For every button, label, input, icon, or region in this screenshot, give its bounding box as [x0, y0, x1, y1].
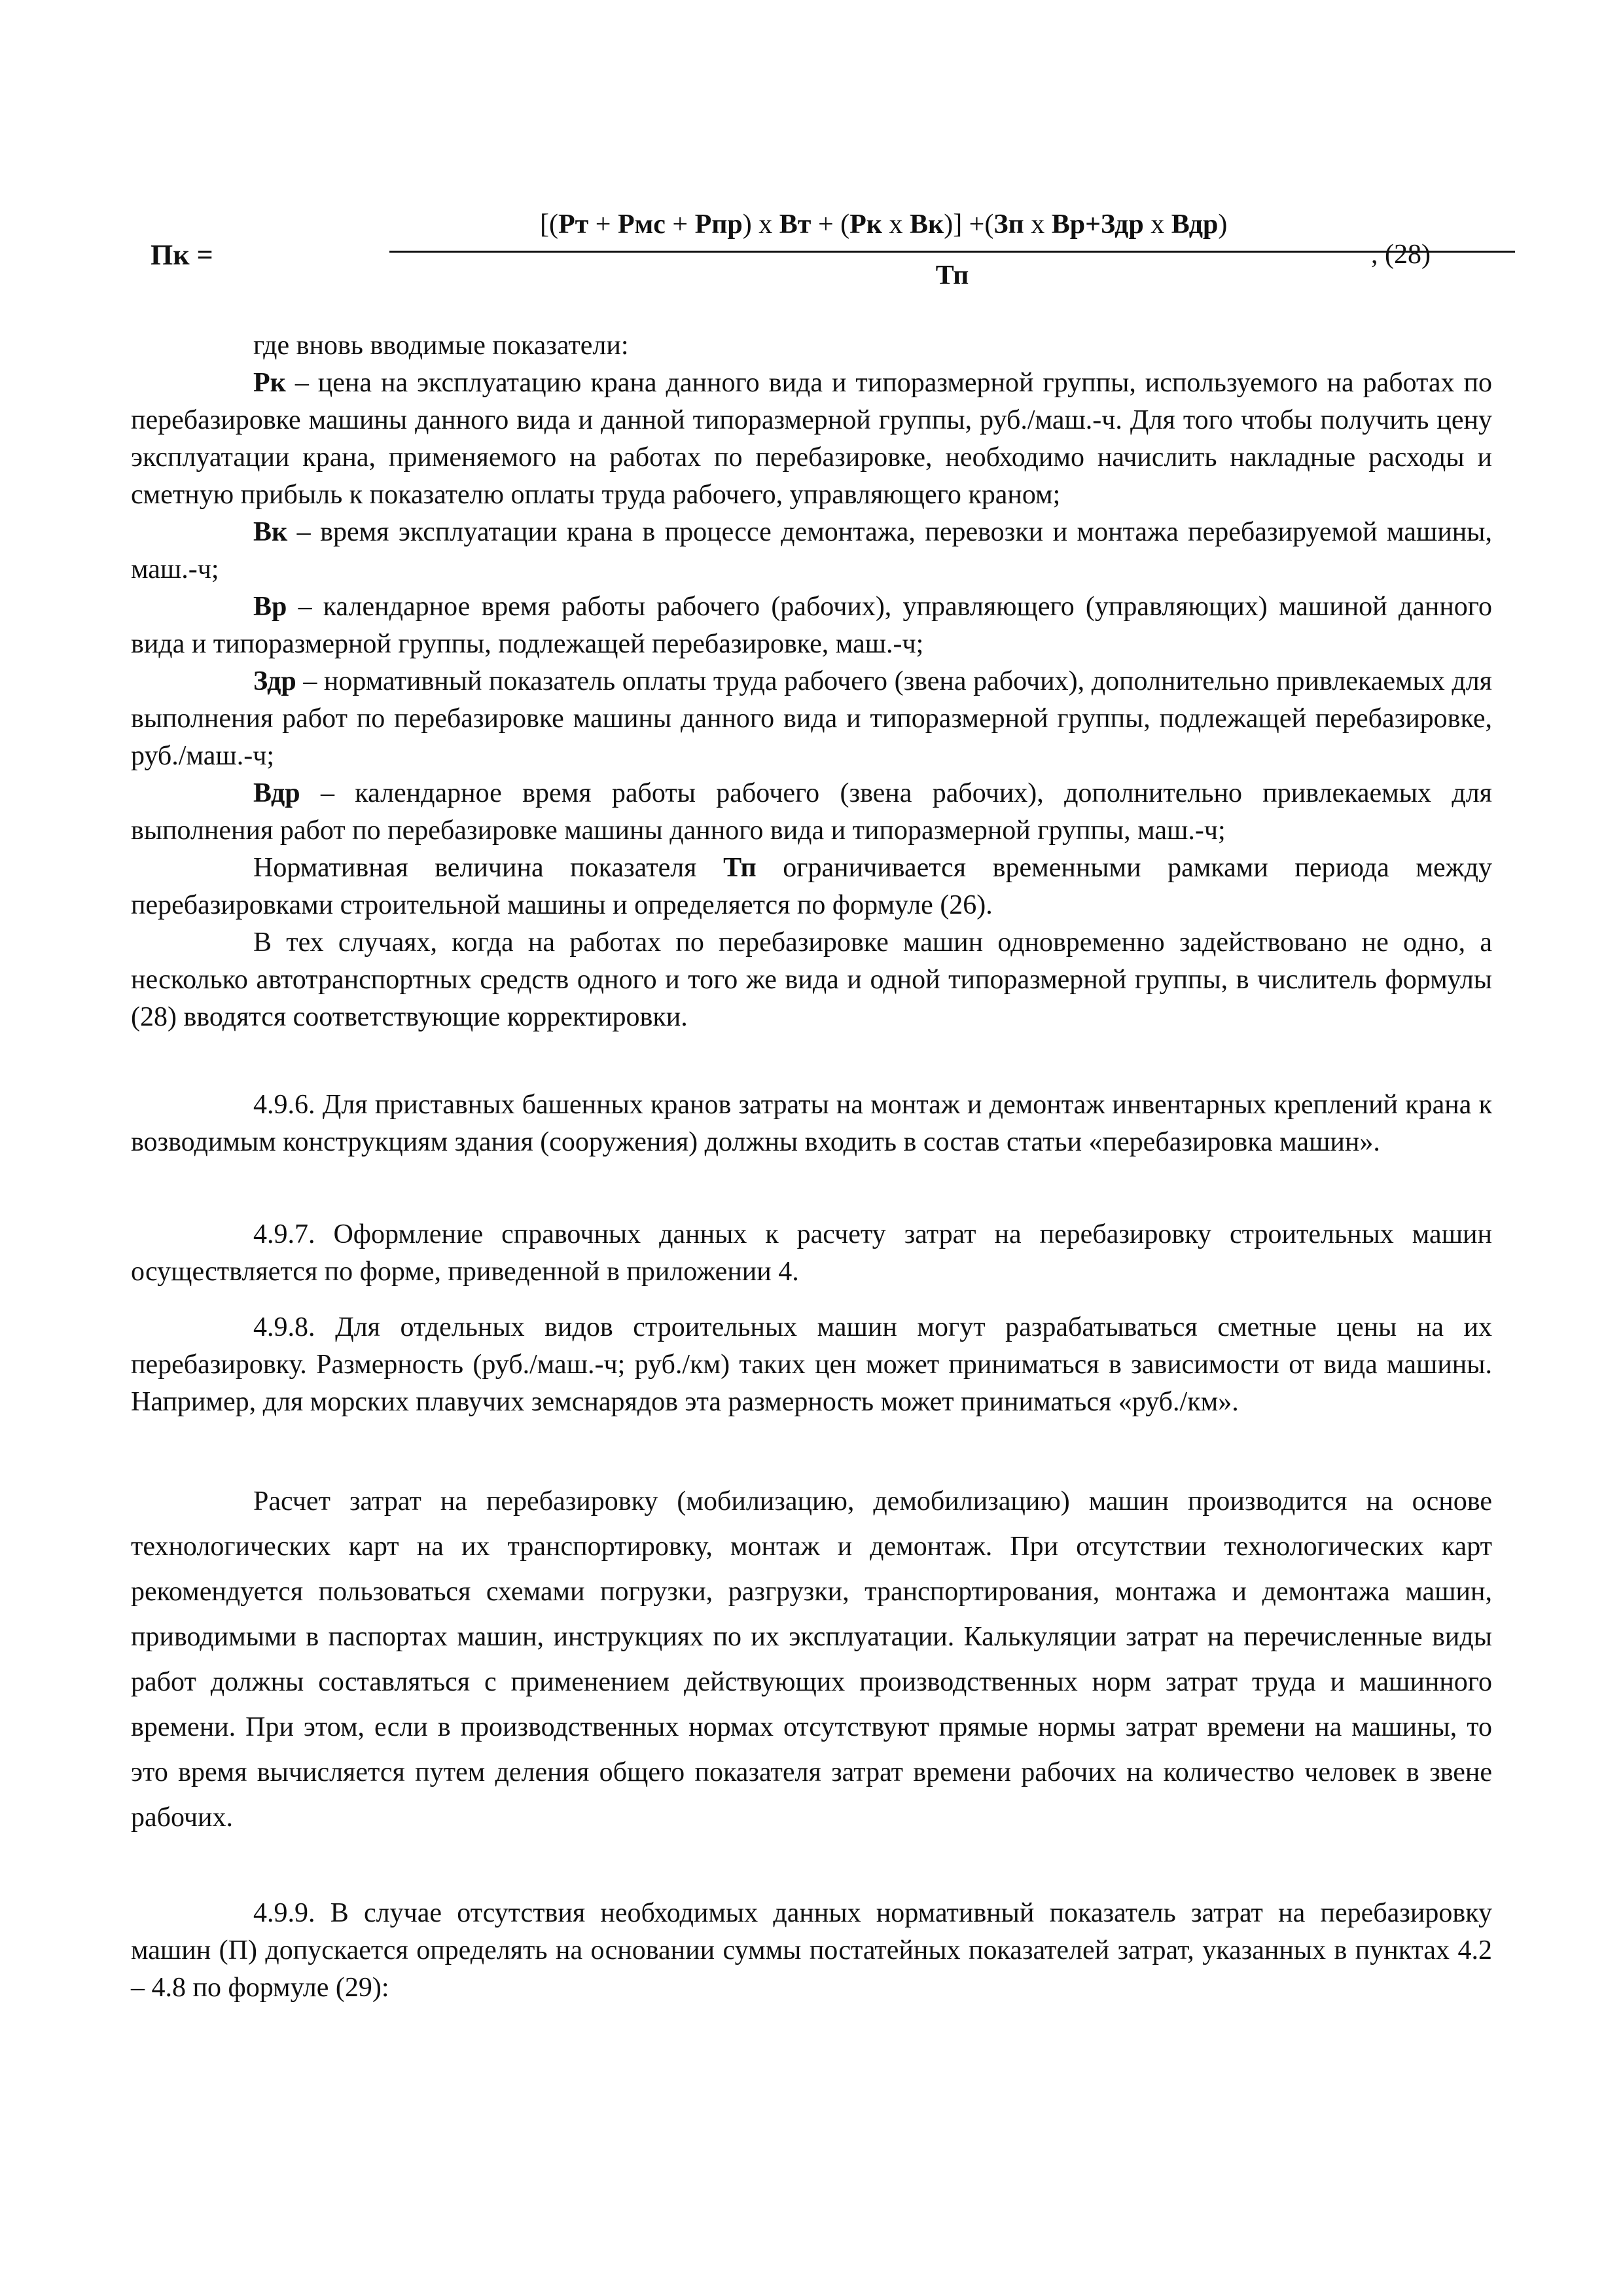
definition-zdr	[131, 663, 1492, 775]
num-term: Рпр	[694, 209, 743, 240]
paragraph-tp	[131, 850, 1492, 924]
num-term: Рк	[849, 209, 882, 240]
section-4-9-8	[131, 1309, 1492, 1421]
formula-denominator: Тп	[935, 260, 969, 291]
num-part: х	[1024, 209, 1052, 240]
term-label: Вр	[253, 592, 287, 622]
term-text: – время эксплуатации крана в процессе демонтажа, перевозки и монтажа перебазируемой машины, маш.-ч;	[131, 517, 1492, 584]
paragraph-4-9-6: 4.9.6. Для приставных башенных кранов затраты на монтаж и демонтаж инвентарных креплений крана к возводимым конструкциям здания (сооружения) должны входить в состав статьи «перебазировка машин».	[131, 1090, 1492, 1157]
num-term: Вк	[909, 209, 944, 240]
term-text: – календарное время работы рабочего (рабочих), управляющего (управляющих) машиной данного вида и типоразмерной группы, подлежащей перебазировке, маш.-ч;	[131, 592, 1492, 659]
term-label: Вк	[253, 517, 288, 547]
num-part: +	[588, 209, 618, 240]
term-text: – нормативный показатель оплаты труда рабочего (звена рабочих), дополнительно привлекаемых для выполнения работ по перебазировке машины данного вида и типоразмерной группы, подлежащей перебазировке, руб./маш.-ч;	[131, 666, 1492, 771]
section-4-9-9	[131, 1895, 1492, 2007]
term-text: – цена на эксплуатацию крана данного вида и типоразмерной группы, используемого на работах по перебазировке машины данного вида и данной типоразмерной группы, руб./маш.-ч. Для того чтобы получить цену эксплуатации крана, применяемого на работах по перебазировке, необходимо начислить накладные расходы и сметную прибыль к показателю оплаты труда рабочего, управляющего краном;	[131, 368, 1492, 510]
term-label: Вдр	[253, 778, 300, 808]
definitions-block	[131, 327, 1492, 1036]
paragraph-4-9-7: 4.9.7. Оформление справочных данных к расчету затрат на перебазировку строительных машин осуществляется по форме, приведенной в приложении 4.	[131, 1219, 1492, 1287]
paragraph-4-9-9: 4.9.9. В случае отсутствия необходимых данных нормативный показатель затрат на перебазировку машин (П) допускается определять на основании суммы постатейных показателей затрат, указанных в пунктах 4.2 – 4.8 по формуле (29):	[131, 1898, 1492, 2003]
definition-vdr	[131, 775, 1492, 850]
paragraph-cases: В тех случаях, когда на работах по перебазировке машин одновременно задействовано не одно, а несколько автотранспортных средств одного и того же вида и одной типоразмерной группы, в числитель формулы (28) вводятся соответствующие корректировки.	[131, 927, 1492, 1032]
formula-numerator	[389, 206, 1515, 243]
num-term: Рмс	[617, 209, 666, 240]
num-part: ) х	[742, 209, 779, 240]
paragraph-calculation: Расчет затрат на перебазировку (мобилизацию, демобилизацию) машин производится на основе технологических карт на их транспортировку, монтаж и демонтаж. При отсутствии технологических карт рекомендуется пользоваться схемами погрузки, разгрузки, транспортирования, монтажа и демонтажа машин, приводимыми в паспортах машин, инструкциях по их эксплуатации. Калькуляции затрат на перечисленные виды работ должны составляться с применением действующих производственных норм затрат труда и машинного времени. При этом, если в производственных нормах отсутствуют прямые нормы затрат времени на машины, то это время вычисляется путем деления общего показателя затрат времени рабочих на количество человек в звене рабочих.	[131, 1486, 1492, 1833]
paragraph-text: ограничивается временными рамками периода между перебазировками строительной машины и определяется по формуле (26).	[131, 853, 1492, 920]
formula-28	[151, 206, 1466, 298]
num-term: Вр+Здр	[1051, 209, 1144, 240]
section-4-9-7	[131, 1216, 1492, 1291]
num-part: х	[1143, 209, 1171, 240]
num-part: [(	[540, 209, 558, 240]
paragraph-text: Нормативная величина показателя	[253, 853, 724, 883]
term-text: – календарное время работы рабочего (звена рабочих), дополнительно привлекаемых для выполнения работ по перебазировке машины данного вида и типоразмерной группы, маш.-ч;	[131, 778, 1492, 846]
section-4-9-6	[131, 1086, 1492, 1161]
calculation-block	[131, 1479, 1492, 1840]
term-label: Здр	[253, 666, 296, 696]
num-part: )	[1218, 209, 1228, 240]
num-part: + (	[811, 209, 850, 240]
fraction-bar	[389, 251, 1515, 253]
num-term: Вт	[779, 209, 812, 240]
intro-line: где вновь вводимые показатели:	[253, 331, 629, 361]
term-label: Тп	[723, 853, 757, 883]
definition-vr	[131, 588, 1492, 663]
num-term: Зп	[993, 209, 1024, 240]
num-term: Рт	[558, 209, 589, 240]
num-part: х	[882, 209, 910, 240]
definition-vk	[131, 514, 1492, 588]
num-part: )] +(	[944, 209, 994, 240]
term-label: Рк	[253, 368, 286, 398]
num-term: Вдр	[1171, 209, 1219, 240]
formula-number: , (28)	[1371, 240, 1431, 270]
num-part: +	[665, 209, 695, 240]
paragraph-4-9-8: 4.9.8. Для отдельных видов строительных машин могут разрабатываться сметные цены на их перебазировку. Размерность (руб./маш.-ч; руб./км) таких цен может приниматься в зависимости от вида машины. Например, для морских плавучих земснарядов эта размерность может приниматься «руб./км».	[131, 1312, 1492, 1417]
formula-lhs: Пк =	[151, 239, 213, 271]
definition-pk	[131, 365, 1492, 514]
